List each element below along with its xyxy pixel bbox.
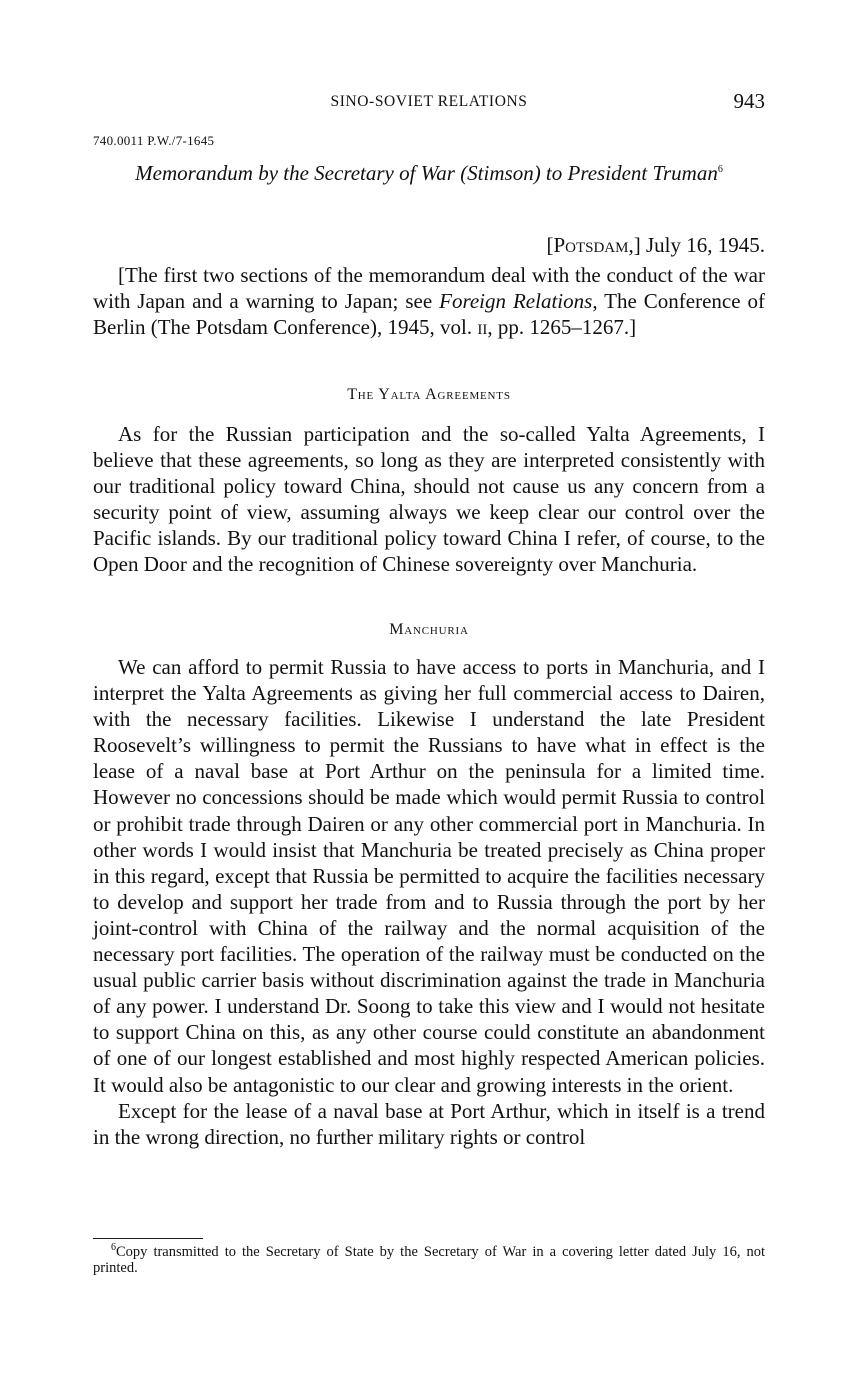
paragraph: As for the Russian participation and the so-called Yalta Agreements, I believe that these agreements, so long as they are interpreted consistently with our traditional policy toward China, should not cause us any concern from a security point of view, assuming always we keep clear our control over the Pacific islands. By our traditional policy toward China I refer, of course, to the Open Door and the recognition of Chinese sovereignty over Manchuria. bbox=[93, 422, 765, 577]
paragraph: Except for the lease of a naval base at Port Arthur, which in itself is a trend in the wrong direction, no further military rights or control bbox=[93, 1098, 765, 1149]
footnote-text: Copy transmitted to the Secretary of State by the Secretary of War in a covering letter dated July 16, not printed. bbox=[93, 1244, 765, 1276]
running-title: SINO-SOVIET RELATIONS bbox=[330, 93, 528, 110]
running-header bbox=[93, 89, 765, 115]
dateline-place: [Potsdam,] bbox=[546, 233, 641, 257]
editorial-note-part: [The first two sections of the memorandum deal with the conduct of the war with Japan and a warning to Japan; see bbox=[93, 263, 765, 314]
editorial-note-part: , The Conference of Berlin (The Potsdam Conference), 1945, vol. bbox=[93, 289, 765, 340]
yalta-section bbox=[93, 421, 765, 578]
file-number: 740.0011 P.W./7-1645 bbox=[93, 133, 215, 148]
editorial-note-part: , pp. 1265–1267.] bbox=[487, 315, 637, 340]
dateline-date: July 16, 1945. bbox=[640, 233, 765, 257]
section-heading-yalta: The Yalta Agreements bbox=[347, 386, 511, 403]
manchuria-section bbox=[93, 654, 765, 1150]
paragraph: We can afford to permit Russia to have access to ports in Manchuria, and I interpret the Yalta Agreements as giving her full commercial access to Dairen, with the necessary facilities. Likewise I understand the late President Roosevelt’s willingness to permit the Russians to have what in effect is the lease of a naval base at Port Arthur on the peninsula for a limited time. However no concessions should be made which would permit Russia to control or prohibit trade through Dairen or any other commercial port in Manchuria. In other words I would insist that Manchuria be treated precisely as China proper in this regard, except that Russia be permitted to acquire the facilities necessary to develop and support her trade from and to Russia through the port by her joint-control with China of the railway and the normal acquisition of the necessary port facilities. The operation of the railway must be conducted on the usual public carrier basis without discrimination against the trade in Manchuria of any power. I understand Dr. Soong to take this view and I would not hesitate to support China on this, as any other course could constitute an abandonment of one of our longest established and most highly respected American policies. It would also be antagonistic to our clear and growing interests in the orient. bbox=[93, 655, 765, 1097]
document-title-text: Memorandum by the Secretary of War (Stimson) to President Truman bbox=[135, 161, 718, 185]
editorial-note-text bbox=[93, 262, 765, 340]
footnote-marker: 6 bbox=[111, 1242, 116, 1254]
editorial-note bbox=[93, 262, 765, 340]
document-title bbox=[93, 160, 765, 186]
volume-number: ii bbox=[477, 315, 488, 340]
section-heading-manchuria: Manchuria bbox=[389, 621, 469, 638]
page-number: 943 bbox=[733, 89, 765, 113]
footnote bbox=[93, 1244, 765, 1276]
publication-title: Foreign Relations bbox=[439, 289, 593, 314]
footnote-divider bbox=[93, 1238, 203, 1239]
dateline bbox=[546, 233, 765, 258]
title-footnote-marker: 6 bbox=[717, 164, 723, 175]
